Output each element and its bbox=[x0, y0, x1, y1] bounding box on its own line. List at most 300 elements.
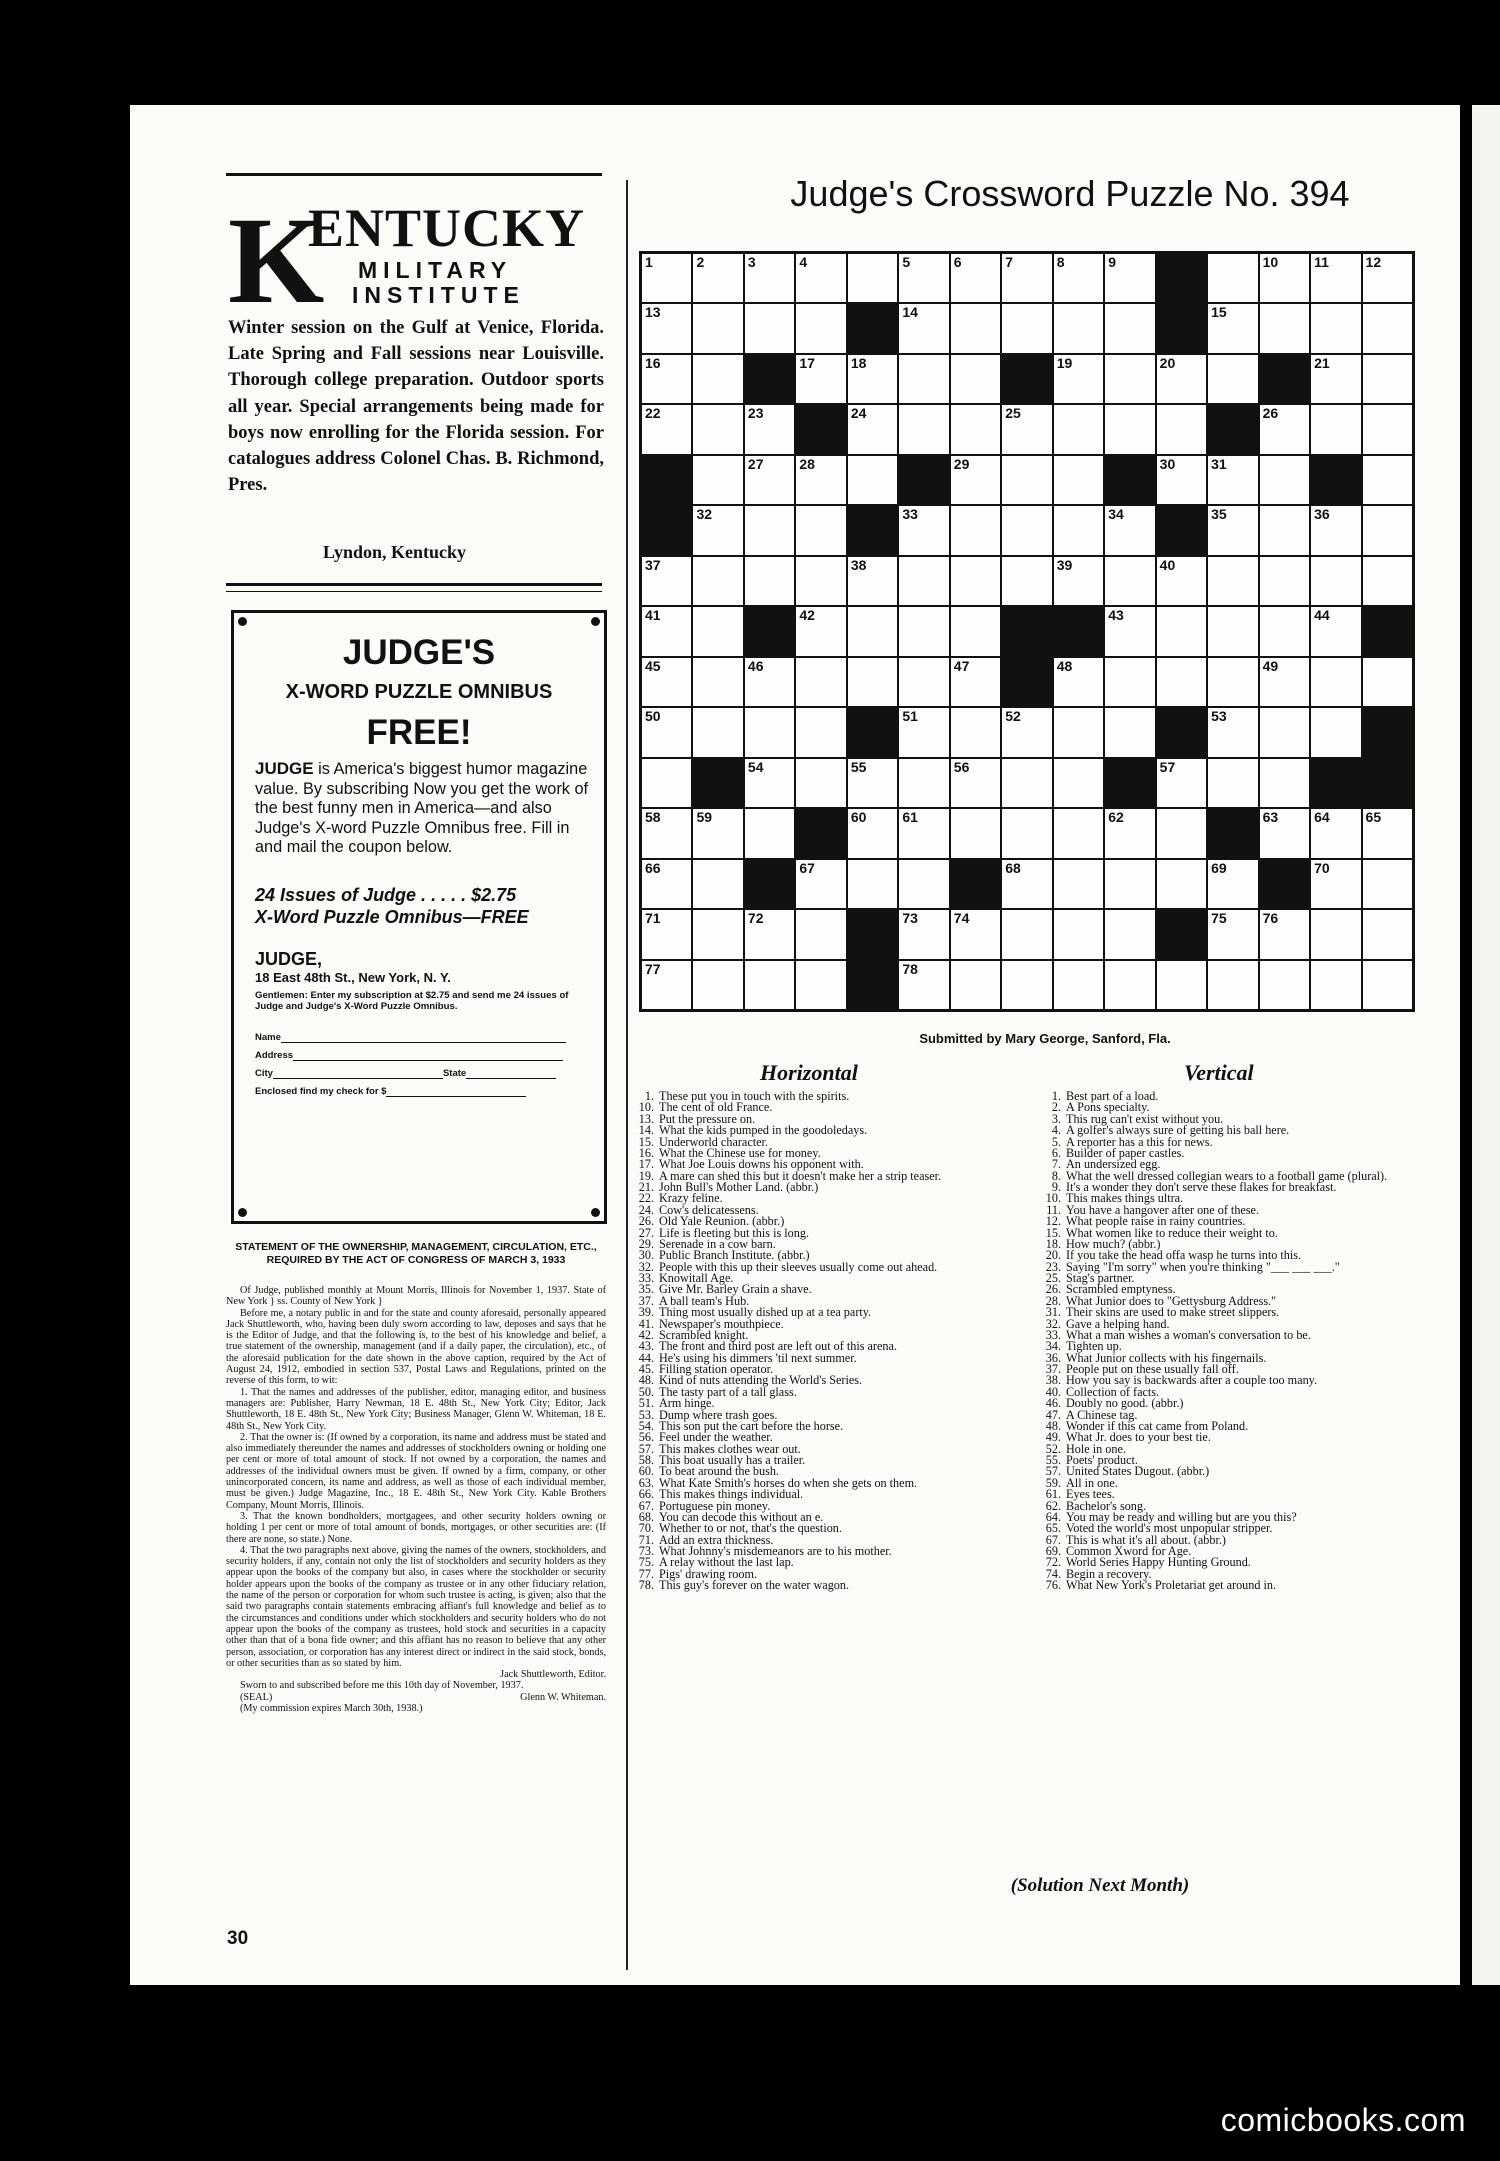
grid-cell[interactable] bbox=[1002, 860, 1051, 908]
cell-number: 4 bbox=[799, 254, 808, 270]
grid-cell[interactable] bbox=[796, 607, 845, 655]
grid-cell[interactable] bbox=[1157, 809, 1206, 857]
grid-cell[interactable] bbox=[1260, 910, 1309, 958]
grid-cell[interactable] bbox=[848, 658, 897, 706]
grid-cell[interactable] bbox=[1363, 658, 1412, 706]
grid-cell[interactable] bbox=[899, 658, 948, 706]
clue-number: 1. bbox=[644, 1089, 654, 1103]
grid-cell[interactable] bbox=[745, 405, 794, 453]
grid-cell[interactable] bbox=[1363, 304, 1412, 352]
grid-cell[interactable] bbox=[642, 304, 691, 352]
grid-cell[interactable] bbox=[1363, 456, 1412, 504]
grid-cell[interactable] bbox=[1054, 961, 1103, 1009]
grid-cell[interactable] bbox=[1002, 405, 1051, 453]
cell-number: 65 bbox=[1365, 809, 1382, 826]
grid-cell[interactable] bbox=[1363, 405, 1412, 453]
clue-text: A mare can shed this but it doesn't make her a strip teaser. bbox=[659, 1168, 942, 1183]
grid-cell[interactable] bbox=[642, 607, 691, 655]
cell-number: 25 bbox=[1005, 405, 1021, 422]
clue-number: 47. bbox=[1045, 1407, 1061, 1422]
clue-text: The tasty part of a tall glass. bbox=[659, 1384, 797, 1399]
grid-cell[interactable] bbox=[693, 961, 742, 1009]
grid-cell[interactable] bbox=[745, 254, 794, 302]
grid-cell[interactable] bbox=[848, 860, 897, 908]
clue-text: What Junior collects with his fingernails. bbox=[1066, 1350, 1267, 1365]
omnibus-title-1: JUDGE'S bbox=[342, 633, 496, 672]
cell-number: 33 bbox=[902, 506, 918, 523]
grid-cell[interactable] bbox=[693, 405, 742, 453]
grid-cell[interactable] bbox=[1260, 456, 1309, 504]
grid-cell[interactable] bbox=[1157, 557, 1206, 605]
grid-cell[interactable] bbox=[899, 759, 948, 807]
grid-cell[interactable] bbox=[796, 254, 845, 302]
grid-cell[interactable] bbox=[1054, 456, 1103, 504]
cell-number: 59 bbox=[696, 809, 713, 826]
cell-number: 26 bbox=[1262, 405, 1279, 422]
black-square bbox=[1260, 860, 1309, 908]
grid-cell[interactable] bbox=[693, 557, 742, 605]
grid-cell[interactable] bbox=[848, 355, 897, 403]
grid-cell[interactable] bbox=[1208, 304, 1257, 352]
watermark: comicbooks.com bbox=[1220, 2102, 1466, 2138]
grid-cell[interactable] bbox=[1363, 254, 1412, 302]
clue-number: 8. bbox=[1051, 1168, 1061, 1183]
grid-cell[interactable] bbox=[1054, 910, 1103, 958]
grid-cell[interactable] bbox=[693, 506, 742, 554]
grid-cell[interactable] bbox=[1105, 809, 1154, 857]
grid-cell[interactable] bbox=[848, 456, 897, 504]
cell-number: 60 bbox=[850, 809, 867, 826]
grid-cell[interactable] bbox=[1363, 910, 1412, 958]
clue-number: 4. bbox=[1051, 1123, 1061, 1138]
grid-cell[interactable] bbox=[1105, 506, 1154, 554]
grid-cell[interactable] bbox=[796, 708, 845, 756]
statement-heading: STATEMENT OF THE OWNERSHIP, MANAGEMENT, CIRCULATION, ETC., REQUIRED BY THE ACT OF CONGRESS OF MARCH 3, 1933 bbox=[235, 1241, 597, 1266]
clue-text: What Joe Louis downs his opponent with. bbox=[659, 1157, 864, 1172]
grid-cell[interactable] bbox=[1260, 254, 1309, 302]
grid-cell[interactable] bbox=[1105, 254, 1154, 302]
grid-cell[interactable] bbox=[951, 355, 1000, 403]
grid-cell[interactable] bbox=[745, 708, 794, 756]
cell-number: 72 bbox=[747, 910, 764, 927]
grid-cell[interactable] bbox=[693, 860, 742, 908]
cell-number: 14 bbox=[902, 304, 918, 321]
grid-cell[interactable] bbox=[899, 304, 948, 352]
grid-cell[interactable] bbox=[1054, 708, 1103, 756]
clue-number: 49. bbox=[1045, 1430, 1061, 1445]
grid-cell[interactable] bbox=[1157, 961, 1206, 1009]
omnibus-body bbox=[255, 759, 593, 858]
clue-number: 41. bbox=[638, 1316, 654, 1331]
grid-cell[interactable] bbox=[1311, 304, 1360, 352]
grid-cell[interactable] bbox=[1157, 355, 1206, 403]
grid-cell[interactable] bbox=[848, 809, 897, 857]
cell-number: 18 bbox=[850, 354, 867, 371]
grid-cell[interactable] bbox=[1054, 304, 1103, 352]
grid-cell[interactable] bbox=[1208, 910, 1257, 958]
grid-cell[interactable] bbox=[1363, 506, 1412, 554]
coupon-city-field[interactable] bbox=[273, 1078, 443, 1079]
grid-cell[interactable] bbox=[693, 910, 742, 958]
grid-cell[interactable] bbox=[1260, 607, 1309, 655]
cell-number: 30 bbox=[1159, 455, 1176, 472]
cell-number: 77 bbox=[645, 960, 661, 977]
omnibus-body-text: is America's biggest humor magazine value. By subscribing Now you get the work of the best funny men in America—and also Judge's X-word Puzzle Omnibus free. Fill in and mail the coupon below. bbox=[255, 760, 589, 856]
grid-cell[interactable] bbox=[1002, 557, 1051, 605]
grid-cell[interactable] bbox=[1311, 708, 1360, 756]
grid-cell[interactable] bbox=[951, 910, 1000, 958]
grid-cell[interactable] bbox=[1157, 759, 1206, 807]
cell-number: 53 bbox=[1211, 708, 1227, 725]
grid-cell[interactable] bbox=[796, 506, 845, 554]
grid-cell[interactable] bbox=[1157, 607, 1206, 655]
grid-cell[interactable] bbox=[642, 405, 691, 453]
clue-text: Feel under the weather. bbox=[659, 1430, 773, 1445]
grid-cell[interactable] bbox=[796, 658, 845, 706]
grid-cell[interactable] bbox=[745, 961, 794, 1009]
clue-number: 63. bbox=[638, 1475, 654, 1490]
clue-text: To beat around the bush. bbox=[659, 1464, 779, 1479]
clue-text: What the Chinese use for money. bbox=[659, 1145, 821, 1160]
grid-cell[interactable] bbox=[951, 607, 1000, 655]
black-square bbox=[1363, 607, 1412, 655]
clue-text: A reporter has a this for news. bbox=[1066, 1134, 1213, 1149]
grid-cell[interactable] bbox=[745, 658, 794, 706]
grid-cell[interactable] bbox=[951, 961, 1000, 1009]
grid-cell[interactable] bbox=[1311, 254, 1360, 302]
clue-number: 77. bbox=[638, 1566, 654, 1581]
grid-cell[interactable] bbox=[1002, 809, 1051, 857]
grid-cell[interactable] bbox=[1105, 304, 1154, 352]
clue-text: Poets' product. bbox=[1066, 1453, 1138, 1467]
grid-cell[interactable] bbox=[1157, 456, 1206, 504]
grid-cell[interactable] bbox=[1363, 355, 1412, 403]
grid-cell[interactable] bbox=[1311, 557, 1360, 605]
cell-number: 42 bbox=[799, 607, 815, 624]
grid-cell[interactable] bbox=[1054, 355, 1103, 403]
grid-cell[interactable] bbox=[848, 254, 897, 302]
grid-cell[interactable] bbox=[1311, 910, 1360, 958]
clue-text: Gave a helping hand. bbox=[1066, 1316, 1170, 1331]
grid-cell[interactable] bbox=[848, 405, 897, 453]
kmi-initial: K bbox=[228, 192, 325, 329]
grid-cell[interactable] bbox=[1054, 860, 1103, 908]
grid-cell[interactable] bbox=[1311, 506, 1360, 554]
grid-cell[interactable] bbox=[1260, 708, 1309, 756]
grid-cell[interactable] bbox=[796, 759, 845, 807]
coupon-amount-field[interactable] bbox=[386, 1096, 526, 1097]
grid-cell[interactable] bbox=[1002, 910, 1051, 958]
grid-cell[interactable] bbox=[1054, 809, 1103, 857]
grid-cell[interactable] bbox=[951, 759, 1000, 807]
cell-number: 10 bbox=[1262, 254, 1279, 270]
grid-cell[interactable] bbox=[1208, 557, 1257, 605]
grid-cell[interactable] bbox=[1002, 254, 1051, 302]
grid-cell[interactable] bbox=[1363, 961, 1412, 1009]
grid-cell[interactable] bbox=[1311, 405, 1360, 453]
grid-cell[interactable] bbox=[796, 456, 845, 504]
grid-cell[interactable] bbox=[951, 254, 1000, 302]
grid-cell[interactable] bbox=[1208, 860, 1257, 908]
grid-cell[interactable] bbox=[951, 708, 1000, 756]
clue-number: 29. bbox=[638, 1236, 654, 1251]
grid-cell[interactable] bbox=[1054, 405, 1103, 453]
coupon-name-label: Name bbox=[255, 1032, 281, 1043]
cell-number: 8 bbox=[1056, 254, 1065, 270]
grid-cell[interactable] bbox=[899, 254, 948, 302]
black-square bbox=[745, 860, 794, 908]
clue-number: 70. bbox=[638, 1521, 654, 1536]
grid-cell[interactable] bbox=[693, 304, 742, 352]
black-square bbox=[1208, 809, 1257, 857]
grid-cell[interactable] bbox=[1260, 557, 1309, 605]
clue-text: This son put the cart before the horse. bbox=[659, 1418, 844, 1433]
grid-cell[interactable] bbox=[1260, 304, 1309, 352]
black-square bbox=[1157, 910, 1206, 958]
black-square bbox=[1002, 355, 1051, 403]
grid-cell[interactable] bbox=[1054, 759, 1103, 807]
grid-cell[interactable] bbox=[1260, 809, 1309, 857]
grid-cell[interactable] bbox=[693, 355, 742, 403]
grid-cell[interactable] bbox=[848, 607, 897, 655]
clue-text: You have a hangover after one of these. bbox=[1066, 1202, 1260, 1217]
clue-number: 2. bbox=[1051, 1100, 1061, 1115]
clue bbox=[633, 1580, 1015, 1591]
grid-cell[interactable] bbox=[745, 910, 794, 958]
grid-cell[interactable] bbox=[642, 708, 691, 756]
grid-cell[interactable] bbox=[1157, 405, 1206, 453]
grid-cell[interactable] bbox=[693, 456, 742, 504]
grid-cell[interactable] bbox=[1105, 961, 1154, 1009]
grid-cell[interactable] bbox=[899, 860, 948, 908]
grid-cell[interactable] bbox=[1002, 304, 1051, 352]
grid-cell[interactable] bbox=[1002, 708, 1051, 756]
grid-cell[interactable] bbox=[899, 607, 948, 655]
grid-cell[interactable] bbox=[1002, 961, 1051, 1009]
black-square bbox=[1105, 456, 1154, 504]
clue-number: 72. bbox=[1045, 1555, 1061, 1570]
grid-cell[interactable] bbox=[1363, 860, 1412, 908]
cell-number: 71 bbox=[645, 910, 661, 927]
clue-text: Tighten up. bbox=[1066, 1339, 1122, 1354]
cell-number: 17 bbox=[799, 354, 815, 371]
coupon-state-field[interactable] bbox=[466, 1078, 556, 1079]
black-square bbox=[1002, 607, 1051, 655]
clue-text: Their skins are used to make street slippers. bbox=[1066, 1305, 1280, 1320]
grid-cell[interactable] bbox=[899, 708, 948, 756]
clue-text: People with this up their sleeves usually come out ahead. bbox=[659, 1259, 938, 1274]
grid-cell[interactable] bbox=[951, 304, 1000, 352]
grid-cell[interactable] bbox=[951, 557, 1000, 605]
grid-cell[interactable] bbox=[1105, 355, 1154, 403]
grid-cell[interactable] bbox=[899, 961, 948, 1009]
grid-cell[interactable] bbox=[1260, 658, 1309, 706]
adjacent-page-edge bbox=[1472, 105, 1500, 1985]
grid-cell[interactable] bbox=[642, 355, 691, 403]
corner-dot-icon bbox=[591, 617, 600, 626]
grid-cell[interactable] bbox=[951, 506, 1000, 554]
grid-cell[interactable] bbox=[796, 557, 845, 605]
coupon-name-field[interactable] bbox=[281, 1042, 566, 1043]
clue-number: 12. bbox=[1045, 1214, 1061, 1229]
grid-cell[interactable] bbox=[745, 506, 794, 554]
grid-cell[interactable] bbox=[1208, 254, 1257, 302]
grid-cell[interactable] bbox=[1311, 961, 1360, 1009]
cell-number: 27 bbox=[747, 455, 764, 472]
clue-number: 55. bbox=[1045, 1453, 1061, 1467]
grid-cell[interactable] bbox=[951, 658, 1000, 706]
grid-cell[interactable] bbox=[1002, 506, 1051, 554]
grid-cell[interactable] bbox=[899, 809, 948, 857]
grid-cell[interactable] bbox=[745, 456, 794, 504]
cell-number: 32 bbox=[696, 506, 713, 523]
grid-cell[interactable] bbox=[642, 910, 691, 958]
omnibus-body-lead: JUDGE bbox=[255, 759, 314, 778]
grid-cell[interactable] bbox=[1054, 557, 1103, 605]
statement-paragraph: Of Judge, published monthly at Mount Morris, Illinois for November 1, 1937. State of New York } ss. County of New York } bbox=[226, 1285, 606, 1308]
grid-cell[interactable] bbox=[1260, 405, 1309, 453]
grid-cell[interactable] bbox=[1054, 254, 1103, 302]
grid-cell[interactable] bbox=[1260, 759, 1309, 807]
grid-cell[interactable] bbox=[1105, 557, 1154, 605]
grid-cell[interactable] bbox=[745, 304, 794, 352]
clue-text: If you take the head offa wasp he turns into this. bbox=[1066, 1248, 1302, 1263]
grid-cell[interactable] bbox=[899, 506, 948, 554]
grid-cell[interactable] bbox=[899, 405, 948, 453]
coupon-address-field[interactable] bbox=[293, 1060, 563, 1061]
grid-cell[interactable] bbox=[951, 809, 1000, 857]
grid-cell[interactable] bbox=[1105, 860, 1154, 908]
grid-cell[interactable] bbox=[642, 860, 691, 908]
grid-cell[interactable] bbox=[693, 708, 742, 756]
black-square bbox=[745, 355, 794, 403]
clue-text: How much? (abbr.) bbox=[1066, 1236, 1161, 1251]
grid-cell[interactable] bbox=[642, 557, 691, 605]
clue-number: 69. bbox=[1045, 1544, 1061, 1558]
grid-cell[interactable] bbox=[1311, 355, 1360, 403]
grid-cell[interactable] bbox=[1054, 506, 1103, 554]
cell-number: 2 bbox=[696, 254, 705, 270]
clue-text: All in one. bbox=[1066, 1475, 1118, 1490]
grid-cell[interactable] bbox=[693, 809, 742, 857]
grid-cell[interactable] bbox=[1208, 759, 1257, 807]
grid-cell[interactable] bbox=[1208, 658, 1257, 706]
clue-number: 44. bbox=[638, 1350, 654, 1365]
grid-cell[interactable] bbox=[1311, 809, 1360, 857]
grid-cell[interactable] bbox=[693, 607, 742, 655]
kmi-name: ENTUCKY bbox=[308, 198, 586, 258]
grid-cell[interactable] bbox=[796, 961, 845, 1009]
cell-number: 49 bbox=[1262, 657, 1279, 674]
grid-cell[interactable] bbox=[693, 658, 742, 706]
crossword-grid bbox=[639, 251, 1415, 1012]
cell-number: 21 bbox=[1314, 354, 1330, 371]
grid-cell[interactable] bbox=[951, 456, 1000, 504]
grid-cell[interactable] bbox=[899, 355, 948, 403]
cell-number: 34 bbox=[1108, 506, 1124, 523]
grid-cell[interactable] bbox=[642, 961, 691, 1009]
coupon-enclosed-label: Enclosed find my check for $ bbox=[255, 1086, 387, 1097]
grid-cell[interactable] bbox=[899, 910, 948, 958]
grid-cell[interactable] bbox=[745, 809, 794, 857]
clue-number: 46. bbox=[1045, 1396, 1061, 1411]
clue-number: 3. bbox=[1051, 1111, 1061, 1126]
grid-cell[interactable] bbox=[1105, 658, 1154, 706]
grid-cell[interactable] bbox=[1208, 961, 1257, 1009]
grid-cell[interactable] bbox=[1002, 759, 1051, 807]
cell-number: 40 bbox=[1159, 556, 1176, 573]
grid-cell[interactable] bbox=[1363, 557, 1412, 605]
cell-number: 5 bbox=[902, 254, 911, 270]
grid-cell[interactable] bbox=[1208, 355, 1257, 403]
grid-cell[interactable] bbox=[1311, 658, 1360, 706]
grid-cell[interactable] bbox=[745, 759, 794, 807]
grid-cell[interactable] bbox=[796, 304, 845, 352]
clue-number: 52. bbox=[1045, 1441, 1061, 1456]
clue-text: Arm hinge. bbox=[659, 1396, 715, 1411]
grid-cell[interactable] bbox=[1002, 456, 1051, 504]
grid-cell[interactable] bbox=[796, 860, 845, 908]
grid-cell[interactable] bbox=[1208, 708, 1257, 756]
clue-number: 11. bbox=[1046, 1202, 1061, 1217]
clue-number: 27. bbox=[638, 1225, 654, 1240]
clue-text: A Chinese tag. bbox=[1066, 1407, 1138, 1422]
grid-cell[interactable] bbox=[745, 557, 794, 605]
grid-cell[interactable] bbox=[642, 759, 691, 807]
grid-cell[interactable] bbox=[1157, 860, 1206, 908]
grid-cell[interactable] bbox=[1208, 506, 1257, 554]
clue-text: Whether to or not, that's the question. bbox=[659, 1521, 842, 1536]
cell-number: 67 bbox=[799, 859, 815, 876]
grid-cell[interactable] bbox=[1105, 708, 1154, 756]
grid-cell[interactable] bbox=[1260, 961, 1309, 1009]
grid-cell[interactable] bbox=[848, 759, 897, 807]
grid-cell[interactable] bbox=[1260, 506, 1309, 554]
grid-cell[interactable] bbox=[796, 355, 845, 403]
clue-number: 15. bbox=[1045, 1225, 1061, 1240]
clue-number: 33. bbox=[638, 1271, 654, 1285]
grid-cell[interactable] bbox=[642, 254, 691, 302]
grid-cell[interactable] bbox=[1363, 809, 1412, 857]
crossword-title: Judge's Crossword Puzzle No. 394 bbox=[790, 173, 1350, 214]
grid-cell[interactable] bbox=[1054, 658, 1103, 706]
black-square bbox=[1311, 759, 1360, 807]
solution-note: (Solution Next Month) bbox=[1010, 1875, 1190, 1896]
cell-number: 62 bbox=[1108, 809, 1124, 826]
statement-seal: (SEAL) bbox=[240, 1691, 273, 1703]
cell-number: 19 bbox=[1056, 354, 1073, 371]
grid-cell[interactable] bbox=[1157, 658, 1206, 706]
grid-cell[interactable] bbox=[693, 254, 742, 302]
grid-cell[interactable] bbox=[848, 557, 897, 605]
grid-cell[interactable] bbox=[642, 658, 691, 706]
statement-paragraph: 1. That the names and addresses of the publisher, editor, managing editor, and business managers are: Publisher, Harry Newman, 18 E. 48th St., New York City; Editor, Jack Shuttleworth, 18 E. 48th St., New York City; Business Manager, Glenn W. Whiteman, 18 E. 48th St., New York City. bbox=[226, 1386, 606, 1432]
grid-cell[interactable] bbox=[951, 405, 1000, 453]
grid-cell[interactable] bbox=[1208, 607, 1257, 655]
grid-cell[interactable] bbox=[1311, 860, 1360, 908]
grid-cell[interactable] bbox=[899, 557, 948, 605]
ad-divider-1 bbox=[226, 583, 602, 586]
grid-cell[interactable] bbox=[796, 910, 845, 958]
grid-cell[interactable] bbox=[1105, 607, 1154, 655]
grid-cell[interactable] bbox=[1105, 405, 1154, 453]
cell-number: 75 bbox=[1211, 910, 1227, 927]
grid-cell[interactable] bbox=[1208, 456, 1257, 504]
grid-cell[interactable] bbox=[1105, 910, 1154, 958]
grid-cell[interactable] bbox=[1311, 607, 1360, 655]
grid-cell[interactable] bbox=[642, 809, 691, 857]
cell-number: 23 bbox=[747, 405, 764, 422]
